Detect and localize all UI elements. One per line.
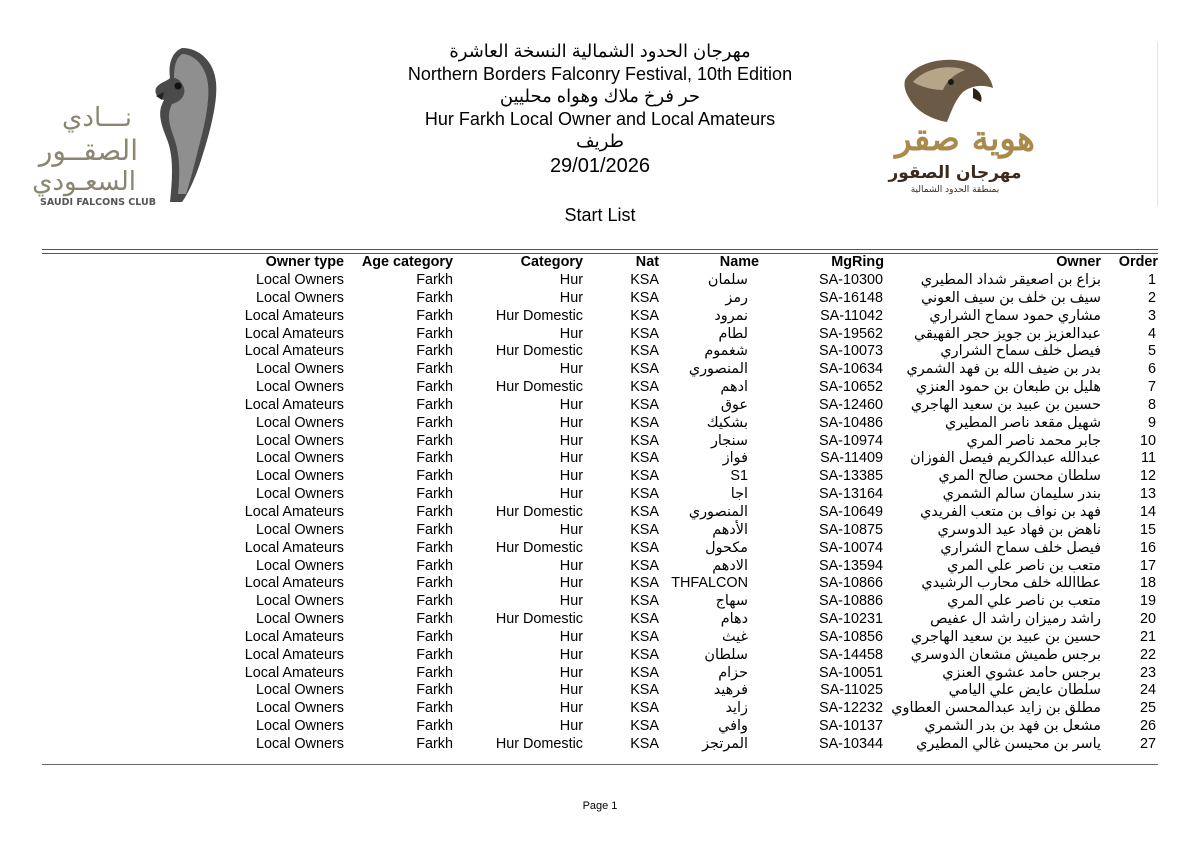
cell-owner: ياسر بن محيسن غالي المطيري bbox=[916, 735, 1101, 752]
logo-left-line2: الصقــور bbox=[38, 134, 138, 167]
cell-name: سنجار bbox=[710, 432, 748, 449]
cell-name: S1 bbox=[730, 468, 748, 485]
cell-owner-type: Local Owners bbox=[256, 521, 344, 538]
cell-order: 25 bbox=[1139, 700, 1156, 717]
cell-name: نمرود bbox=[714, 307, 748, 324]
cell-owner: سيف بن خلف بن سيف العوني bbox=[921, 289, 1101, 306]
cell-owner-type: Local Amateurs bbox=[244, 396, 344, 413]
cell-mgring: SA-11409 bbox=[820, 450, 883, 467]
table-row bbox=[0, 468, 1200, 486]
cell-owner: فيصل خلف سماح الشراري bbox=[940, 539, 1101, 556]
cell-owner-type: Local Amateurs bbox=[244, 307, 344, 324]
cell-owner: عبدالعزيز بن جويز حجر الفهيقي bbox=[914, 325, 1101, 342]
cell-mgring: SA-10300 bbox=[818, 272, 883, 288]
cell-category: Hur Domestic bbox=[495, 611, 583, 628]
table-header-row bbox=[0, 254, 1200, 272]
cell-mgring: SA-10344 bbox=[818, 735, 883, 752]
cell-name: المنصوري bbox=[688, 503, 748, 520]
cell-order: 6 bbox=[1147, 361, 1156, 378]
cell-age-category: Farkh bbox=[416, 396, 453, 413]
cell-category: Hur Domestic bbox=[495, 343, 583, 360]
cell-owner-type: Local Owners bbox=[256, 379, 344, 396]
cell-age-category: Farkh bbox=[416, 379, 453, 396]
cell-order: 13 bbox=[1139, 486, 1156, 503]
cell-category: Hur bbox=[559, 628, 583, 645]
table-row bbox=[0, 611, 1200, 629]
cell-owner-type: Local Owners bbox=[256, 735, 344, 752]
cell-mgring: SA-11025 bbox=[820, 682, 883, 699]
cell-age-category: Farkh bbox=[416, 503, 453, 520]
cell-owner: سلطان محسن صالح المري bbox=[938, 468, 1101, 485]
cell-owner: متعب بن ناصر علي المري bbox=[947, 593, 1101, 610]
cell-order: 22 bbox=[1139, 646, 1156, 663]
cell-order: 5 bbox=[1147, 343, 1156, 360]
table-row bbox=[0, 718, 1200, 736]
cell-owner: متعب بن ناصر علي المري bbox=[947, 557, 1101, 574]
cell-owner: حسين بن عبيد بن سعيد الهاجري bbox=[910, 628, 1101, 645]
cell-order: 1 bbox=[1147, 272, 1156, 288]
cell-mgring: SA-10875 bbox=[818, 521, 883, 538]
cell-owner: حسين بن عبيد بن سعيد الهاجري bbox=[910, 396, 1101, 413]
cell-category: Hur bbox=[559, 718, 583, 735]
table-row bbox=[0, 361, 1200, 379]
cell-owner-type: Local Amateurs bbox=[244, 325, 344, 342]
cell-order: 9 bbox=[1147, 414, 1156, 431]
cell-mgring: SA-10137 bbox=[818, 718, 883, 735]
header-name: Name bbox=[719, 254, 759, 270]
festival-calligraphy: هوية صقر bbox=[895, 119, 1035, 159]
cell-age-category: Farkh bbox=[416, 289, 453, 306]
cell-mgring: SA-13594 bbox=[818, 557, 883, 574]
cell-category: Hur Domestic bbox=[495, 503, 583, 520]
cell-category: Hur bbox=[559, 272, 583, 288]
cell-category: Hur bbox=[559, 361, 583, 378]
cell-name: سهاج bbox=[715, 593, 748, 610]
cell-category: Hur bbox=[559, 575, 583, 592]
cell-mgring: SA-10974 bbox=[818, 432, 883, 449]
cell-nat: KSA bbox=[630, 682, 659, 699]
cell-owner: هليل بن طبعان بن حمود العنزي bbox=[915, 379, 1101, 396]
cell-mgring: SA-10074 bbox=[818, 539, 883, 556]
cell-nat: KSA bbox=[630, 307, 659, 324]
table-row bbox=[0, 593, 1200, 611]
cell-nat: KSA bbox=[630, 628, 659, 645]
cell-owner-type: Local Amateurs bbox=[244, 646, 344, 663]
cell-category: Hur bbox=[559, 700, 583, 717]
cell-nat: KSA bbox=[630, 468, 659, 485]
table-row bbox=[0, 522, 1200, 540]
cell-owner-type: Local Owners bbox=[256, 361, 344, 378]
cell-name: ادهم bbox=[720, 379, 748, 396]
cell-owner: مطلق بن زايد عبدالمحسن العطاوي bbox=[891, 700, 1101, 717]
cell-mgring: SA-10649 bbox=[818, 503, 883, 520]
cell-age-category: Farkh bbox=[416, 307, 453, 324]
cell-mgring: SA-10886 bbox=[818, 593, 883, 610]
cell-order: 12 bbox=[1139, 468, 1156, 485]
start-list-heading: Start List bbox=[564, 205, 636, 225]
cell-age-category: Farkh bbox=[416, 325, 453, 342]
cell-category: Hur bbox=[559, 664, 583, 681]
cell-nat: KSA bbox=[630, 700, 659, 717]
cell-name: لطام bbox=[718, 325, 748, 342]
cell-age-category: Farkh bbox=[416, 450, 453, 467]
cell-category: Hur bbox=[559, 646, 583, 663]
table-row bbox=[0, 504, 1200, 522]
header-owner: Owner bbox=[1056, 254, 1101, 270]
cell-owner-type: Local Amateurs bbox=[244, 628, 344, 645]
cell-nat: KSA bbox=[630, 343, 659, 360]
cell-name: THFALCON bbox=[671, 575, 748, 592]
cell-owner-type: Local Amateurs bbox=[244, 343, 344, 360]
cell-owner: عطاالله خلف محارب الرشيدي bbox=[921, 575, 1101, 592]
cell-owner: جابر محمد ناصر المري bbox=[966, 432, 1101, 449]
cell-mgring: SA-10231 bbox=[818, 611, 883, 628]
cell-mgring: SA-10051 bbox=[818, 664, 883, 681]
title-english: Northern Borders Falconry Festival, 10th Edition bbox=[407, 63, 793, 84]
cell-age-category: Farkh bbox=[416, 468, 453, 485]
cell-name: فرهيد bbox=[713, 682, 748, 699]
cell-mgring: SA-13164 bbox=[818, 486, 883, 503]
cell-age-category: Farkh bbox=[416, 361, 453, 378]
cell-owner: برجس طميش مشعان الدوسري bbox=[910, 646, 1101, 663]
event-type-arabic: طريف bbox=[576, 131, 624, 151]
cell-mgring: SA-12460 bbox=[818, 396, 883, 413]
cell-owner-type: Local Owners bbox=[256, 468, 344, 485]
cell-name: وافي bbox=[718, 718, 748, 735]
cell-owner-type: Local Amateurs bbox=[244, 664, 344, 681]
cell-name: المرتجز bbox=[702, 735, 748, 752]
header-order: Order bbox=[1118, 254, 1158, 270]
cell-mgring: SA-10073 bbox=[818, 343, 883, 360]
cell-nat: KSA bbox=[630, 325, 659, 342]
table-row bbox=[0, 486, 1200, 504]
cell-nat: KSA bbox=[630, 575, 659, 592]
cell-mgring: SA-10856 bbox=[818, 628, 883, 645]
cell-age-category: Farkh bbox=[416, 682, 453, 699]
festival-logo-line2: بمنطقة الحدود الشمالية bbox=[910, 185, 1000, 195]
festival-logo-line1: مهرجان الصقور bbox=[888, 163, 1022, 183]
table-row bbox=[0, 326, 1200, 344]
cell-name: دهام bbox=[720, 611, 748, 628]
cell-mgring: SA-10486 bbox=[818, 414, 883, 431]
cell-nat: KSA bbox=[630, 718, 659, 735]
table-row bbox=[0, 450, 1200, 468]
cell-age-category: Farkh bbox=[416, 664, 453, 681]
cell-name: المنصوري bbox=[688, 361, 748, 378]
cell-category: Hur bbox=[559, 521, 583, 538]
table-row bbox=[0, 379, 1200, 397]
cell-order: 27 bbox=[1139, 735, 1156, 752]
cell-owner-type: Local Owners bbox=[256, 682, 344, 699]
cell-owner: مشعل بن فهد بن بدر الشمري bbox=[924, 718, 1101, 735]
cell-owner-type: Local Amateurs bbox=[244, 503, 344, 520]
cell-owner: برجس حامد عشوي العنزي bbox=[942, 664, 1101, 681]
table-row bbox=[0, 272, 1200, 290]
cell-order: 26 bbox=[1139, 718, 1156, 735]
cell-order: 3 bbox=[1147, 307, 1156, 324]
cell-category: Hur bbox=[559, 682, 583, 699]
cell-nat: KSA bbox=[630, 486, 659, 503]
cell-order: 18 bbox=[1139, 575, 1156, 592]
cell-age-category: Farkh bbox=[416, 486, 453, 503]
cell-owner: سلطان عايض علي اليامي bbox=[948, 682, 1101, 699]
cell-owner: بندر سليمان سالم الشمري bbox=[942, 486, 1101, 503]
cell-nat: KSA bbox=[630, 539, 659, 556]
cell-name: غيث bbox=[722, 628, 748, 645]
cell-order: 21 bbox=[1139, 628, 1156, 645]
table-row bbox=[0, 629, 1200, 647]
cell-age-category: Farkh bbox=[416, 718, 453, 735]
cell-order: 8 bbox=[1147, 396, 1156, 413]
header-age-category: Age category bbox=[361, 254, 453, 270]
cell-name: فواز bbox=[722, 450, 748, 467]
cell-owner-type: Local Owners bbox=[256, 718, 344, 735]
cell-nat: KSA bbox=[630, 361, 659, 378]
cell-nat: KSA bbox=[630, 450, 659, 467]
cell-owner: بدر بن ضيف الله بن فهد الشمري bbox=[906, 361, 1101, 378]
header-nat: Nat bbox=[635, 254, 659, 270]
cell-nat: KSA bbox=[630, 593, 659, 610]
table-row bbox=[0, 665, 1200, 683]
table-row bbox=[0, 397, 1200, 415]
cell-order: 10 bbox=[1139, 432, 1156, 449]
header-owner-type: Owner type bbox=[265, 254, 344, 270]
cell-name: زايد bbox=[725, 700, 748, 717]
table-row bbox=[0, 558, 1200, 576]
document-header bbox=[0, 40, 1200, 179]
cell-order: 16 bbox=[1139, 539, 1156, 556]
cell-mgring: SA-10652 bbox=[818, 379, 883, 396]
cell-age-category: Farkh bbox=[416, 735, 453, 752]
cell-order: 23 bbox=[1139, 664, 1156, 681]
cell-order: 7 bbox=[1147, 379, 1156, 396]
cell-age-category: Farkh bbox=[416, 628, 453, 645]
logo-left-line3: السعـودي bbox=[32, 167, 136, 197]
page-number: Page 1 bbox=[582, 800, 618, 812]
cell-order: 15 bbox=[1139, 521, 1156, 538]
cell-age-category: Farkh bbox=[416, 575, 453, 592]
cell-age-category: Farkh bbox=[416, 611, 453, 628]
cell-nat: KSA bbox=[630, 735, 659, 752]
logo-left-caption: SAUDI FALCONS CLUB bbox=[40, 197, 156, 208]
cell-owner: فهد بن نواف بن متعب الفريدي bbox=[920, 503, 1101, 520]
cell-nat: KSA bbox=[630, 379, 659, 396]
cell-category: Hur bbox=[559, 450, 583, 467]
cell-name: سلطان bbox=[704, 646, 748, 663]
cell-name: عوق bbox=[720, 396, 748, 413]
cell-age-category: Farkh bbox=[416, 414, 453, 431]
cell-owner-type: Local Owners bbox=[256, 432, 344, 449]
cell-age-category: Farkh bbox=[416, 700, 453, 717]
cell-age-category: Farkh bbox=[416, 343, 453, 360]
cell-name: اجا bbox=[730, 486, 748, 503]
cell-name: سلمان bbox=[707, 272, 748, 288]
cell-name: شغموم bbox=[704, 343, 748, 360]
event-date: 29/01/2026 bbox=[549, 154, 651, 177]
cell-order: 19 bbox=[1139, 593, 1156, 610]
cell-owner-type: Local Owners bbox=[256, 593, 344, 610]
cell-owner: بزاع بن اصعيقر شداد المطيري bbox=[920, 272, 1101, 288]
cell-nat: KSA bbox=[630, 432, 659, 449]
cell-owner: ناهض بن فهاد عيد الدوسري bbox=[937, 521, 1101, 538]
table-row bbox=[0, 343, 1200, 361]
cell-owner-type: Local Owners bbox=[256, 611, 344, 628]
cell-nat: KSA bbox=[630, 521, 659, 538]
cell-name: الادهم bbox=[712, 557, 748, 574]
cell-category: Hur bbox=[559, 396, 583, 413]
cell-nat: KSA bbox=[630, 414, 659, 431]
cell-category: Hur Domestic bbox=[495, 735, 583, 752]
cell-owner-type: Local Owners bbox=[256, 557, 344, 574]
subtitle-arabic: حر فرخ ملاك وهواه محليين bbox=[499, 86, 701, 106]
cell-mgring: SA-19562 bbox=[818, 325, 883, 342]
cell-mgring: SA-10866 bbox=[818, 575, 883, 592]
cell-nat: KSA bbox=[630, 272, 659, 288]
cell-order: 2 bbox=[1147, 289, 1156, 306]
cell-category: Hur bbox=[559, 414, 583, 431]
cell-category: Hur bbox=[559, 593, 583, 610]
cell-mgring: SA-10634 bbox=[818, 361, 883, 378]
cell-owner: مشاري حمود سماح الشراري bbox=[929, 307, 1101, 324]
cell-owner: عبدالله عبدالكريم فيصل الفوزان bbox=[910, 450, 1101, 467]
table-row bbox=[0, 433, 1200, 451]
cell-owner: فيصل خلف سماح الشراري bbox=[940, 343, 1101, 360]
cell-age-category: Farkh bbox=[416, 646, 453, 663]
cell-category: Hur Domestic bbox=[495, 307, 583, 324]
cell-nat: KSA bbox=[630, 646, 659, 663]
cell-mgring: SA-13385 bbox=[818, 468, 883, 485]
cell-nat: KSA bbox=[630, 396, 659, 413]
cell-age-category: Farkh bbox=[416, 272, 453, 288]
cell-owner-type: Local Amateurs bbox=[244, 539, 344, 556]
cell-category: Hur bbox=[559, 468, 583, 485]
cell-name: الأدهم bbox=[712, 521, 748, 538]
subtitle-english: Hur Farkh Local Owner and Local Amateurs bbox=[424, 108, 776, 129]
cell-name: حزام bbox=[718, 664, 748, 681]
cell-owner-type: Local Owners bbox=[256, 289, 344, 306]
cell-order: 4 bbox=[1147, 325, 1156, 342]
cell-owner: شهيل مقعد ناصر المطيري bbox=[944, 414, 1101, 431]
table-row bbox=[0, 575, 1200, 593]
cell-owner-type: Local Owners bbox=[256, 486, 344, 503]
table-row bbox=[0, 540, 1200, 558]
cell-nat: KSA bbox=[630, 289, 659, 306]
cell-order: 14 bbox=[1139, 503, 1156, 520]
cell-name: رمز bbox=[725, 289, 748, 306]
header-category: Category bbox=[520, 254, 583, 270]
cell-age-category: Farkh bbox=[416, 557, 453, 574]
cell-age-category: Farkh bbox=[416, 432, 453, 449]
cell-owner-type: Local Owners bbox=[256, 700, 344, 717]
logo-left-line1: نـــادي bbox=[62, 103, 132, 133]
cell-age-category: Farkh bbox=[416, 521, 453, 538]
cell-category: Hur bbox=[559, 289, 583, 306]
table-row bbox=[0, 290, 1200, 308]
cell-nat: KSA bbox=[630, 664, 659, 681]
cell-mgring: SA-14458 bbox=[818, 646, 883, 663]
cell-age-category: Farkh bbox=[416, 593, 453, 610]
table-row bbox=[0, 415, 1200, 433]
cell-order: 11 bbox=[1141, 450, 1156, 467]
cell-category: Hur Domestic bbox=[495, 539, 583, 556]
divider bbox=[42, 249, 1158, 250]
cell-category: Hur bbox=[559, 486, 583, 503]
title-arabic: مهرجان الحدود الشمالية النسخة العاشرة bbox=[449, 41, 751, 61]
header-mgring: MgRing bbox=[831, 254, 884, 270]
table-row bbox=[0, 736, 1200, 754]
cell-nat: KSA bbox=[630, 611, 659, 628]
cell-owner: راشد رميزان راشد ال عفيص bbox=[930, 611, 1101, 628]
cell-nat: KSA bbox=[630, 557, 659, 574]
cell-category: Hur bbox=[559, 325, 583, 342]
table-row bbox=[0, 308, 1200, 326]
table-row bbox=[0, 647, 1200, 665]
divider bbox=[42, 764, 1158, 765]
cell-mgring: SA-11042 bbox=[820, 307, 883, 324]
table-row bbox=[0, 700, 1200, 718]
cell-mgring: SA-16148 bbox=[818, 289, 883, 306]
cell-nat: KSA bbox=[630, 503, 659, 520]
cell-mgring: SA-12232 bbox=[818, 700, 883, 717]
cell-owner-type: Local Owners bbox=[256, 272, 344, 288]
cell-owner-type: Local Owners bbox=[256, 450, 344, 467]
cell-order: 17 bbox=[1139, 557, 1156, 574]
cell-name: مكحول bbox=[705, 539, 748, 556]
cell-name: بشكيك bbox=[706, 414, 748, 431]
cell-owner-type: Local Amateurs bbox=[244, 575, 344, 592]
cell-category: Hur Domestic bbox=[495, 379, 583, 396]
start-list-table bbox=[0, 254, 1200, 754]
cell-order: 24 bbox=[1139, 682, 1156, 699]
cell-category: Hur bbox=[559, 432, 583, 449]
cell-owner-type: Local Owners bbox=[256, 414, 344, 431]
cell-order: 20 bbox=[1139, 611, 1156, 628]
cell-category: Hur bbox=[559, 557, 583, 574]
cell-age-category: Farkh bbox=[416, 539, 453, 556]
table-row bbox=[0, 682, 1200, 700]
